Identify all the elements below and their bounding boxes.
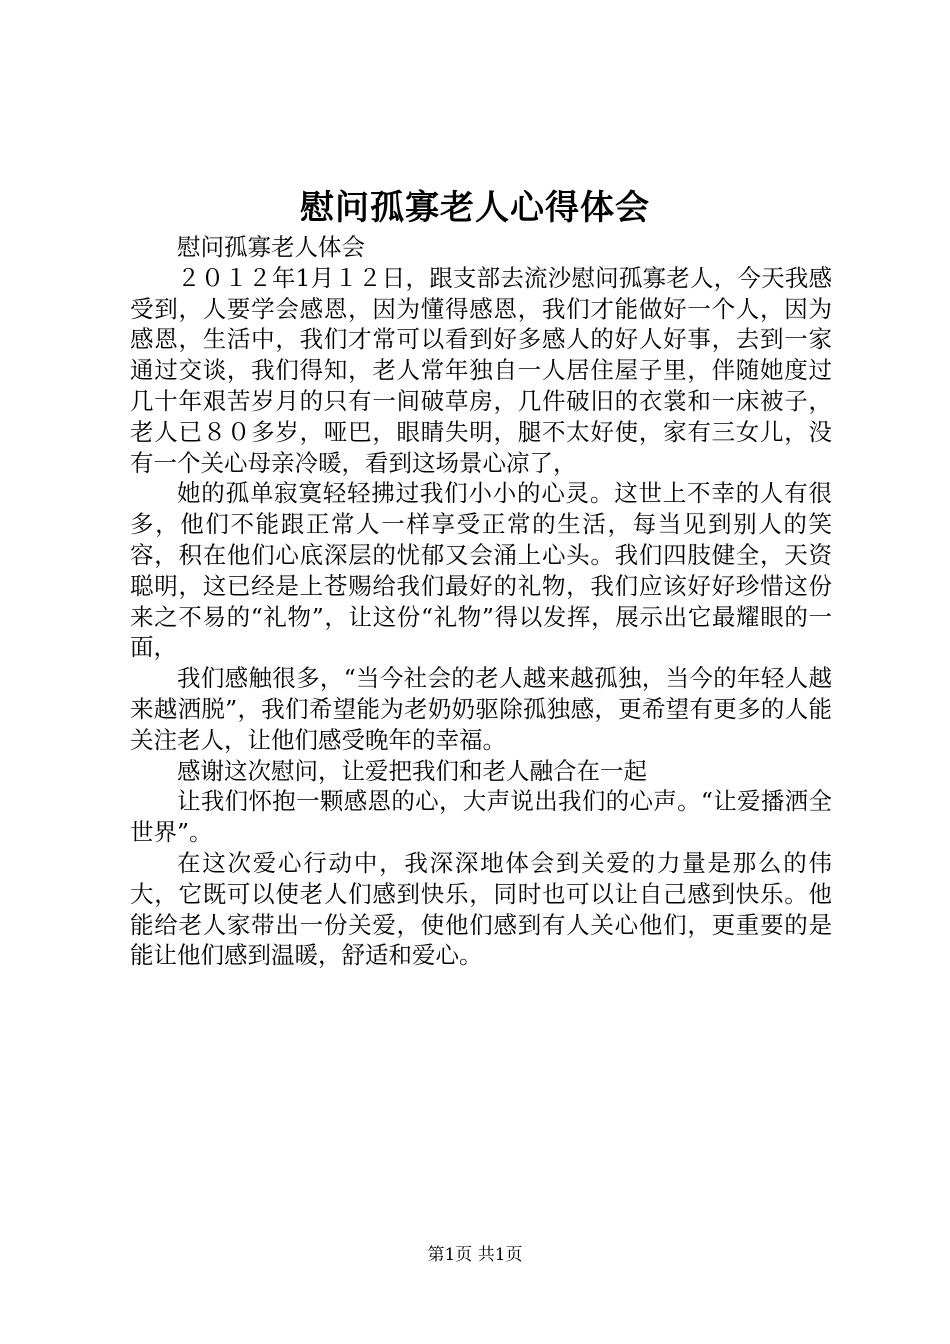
page-footer: 第1页 共1页 bbox=[427, 1245, 523, 1265]
paragraph-5: 让我们怀抱一颗感恩的心，大声说出我们的心声。“让爱播洒全世界”。 bbox=[130, 787, 832, 847]
paragraph-2: 她的孤单寂寞轻轻拂过我们小小的心灵。这世上不幸的人有很多，他们不能跟正常人一样享受正常的生活，每当见到别人的笑容，积在他们心底深层的忧郁又会涌上心头。我们四肢健全，天资聪明，这已经是上苍赐给我们最好的礼物，我们应该好好珍惜这份来之不易的“礼物”，让这份“礼物”得以发挥，展示出它最耀眼的一面， bbox=[130, 479, 832, 662]
paragraph-1: ２０１２年1月１２日，跟支部去流沙慰问孤寡老人，今天我感受到，人要学会感恩，因为懂得感恩，我们才能做好一个人，因为感恩，生活中，我们才常可以看到好多感人的好人好事，去到一家通过交谈，我们得知，老人常年独自一人居住屋子里，伴随她度过几十年艰苦岁月的只有一间破草房，几件破旧的衣裳和一床被子，老人已８０多岁，哑巴，眼睛失明，腿不太好使，家有三女儿，没有一个关心母亲冷暖，看到这场景心凉了， bbox=[130, 263, 832, 477]
paragraph-subtitle: 慰问孤寡老人体会 bbox=[177, 233, 365, 261]
paragraph-4: 感谢这次慰问，让爱把我们和老人融合在一起 bbox=[177, 756, 647, 785]
document-title: 慰问孤寡老人心得体会 bbox=[300, 188, 650, 228]
paragraph-6: 在这次爱心行动中，我深深地体会到关爱的力量是那么的伟大，它既可以使老人们感到快乐，同时也可以让自己感到快乐。他能给老人家带出一份关爱，使他们感到有人关心他们，更重要的是能让他们感到温暖，舒适和爱心。 bbox=[130, 848, 832, 970]
paragraph-3: 我们感触很多，“当今社会的老人越来越孤独，当今的年轻人越来越洒脱”，我们希望能为老奶奶驱除孤独感，更希望有更多的人能关注老人，让他们感受晚年的幸福。 bbox=[130, 664, 832, 754]
document-body bbox=[130, 232, 832, 971]
